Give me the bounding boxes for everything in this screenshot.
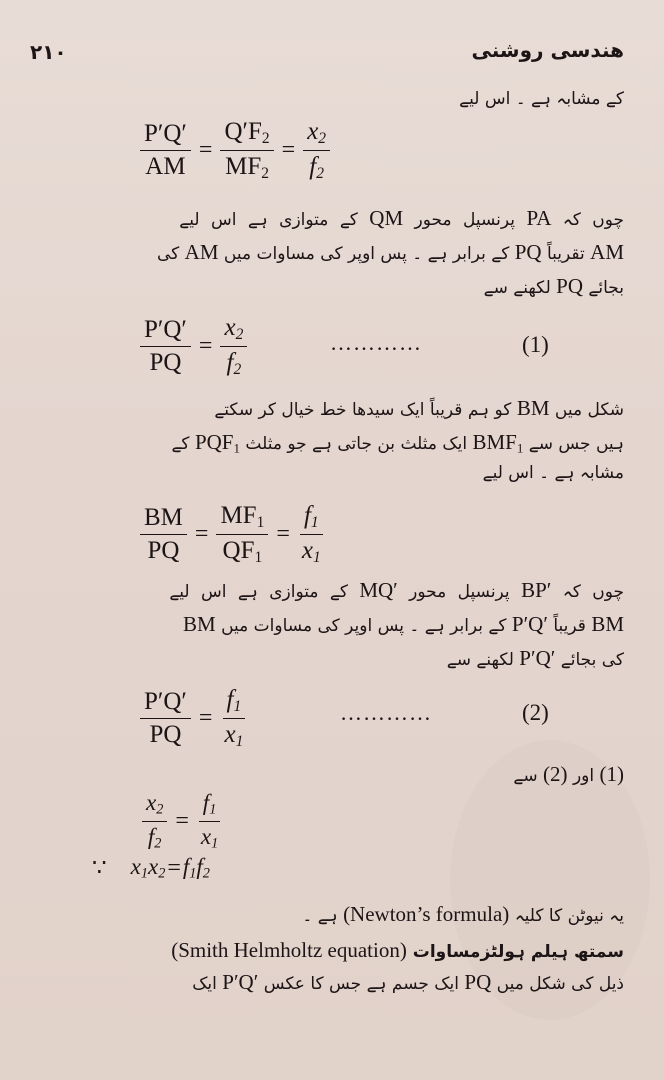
term-PpQp: P′Q′	[511, 612, 548, 636]
p2-b: کے برابر ہے ۔ پس اوپر کی مساوات میں	[223, 244, 510, 264]
term-BM-3: BM	[183, 612, 216, 636]
eq1-den2: MF	[225, 152, 262, 180]
eq4-num1: P′Q′	[140, 688, 191, 719]
text-line-4	[40, 274, 624, 299]
equation-4: $\frac{P'Q'}{PQ}$ = $\frac{f_1}{x_1}$	[140, 686, 247, 751]
p1-c: کے متوازی ہے اس لیے	[179, 210, 358, 230]
term-PQ: PQ	[514, 240, 542, 264]
p4-b: کو ہم قریباً ایک سیدھا خط خیال کر سکتے	[214, 400, 512, 420]
term-AM: AM	[590, 240, 624, 264]
equation-3: $\frac{BM}{PQ}$ = $\frac{MF_1}{QF_1}$ = $\frac{f_1}{x_1}$	[140, 502, 325, 567]
text-line-10	[40, 646, 624, 671]
eq3-num3: f	[303, 502, 311, 529]
p5-a: ہیں جس سے	[528, 434, 624, 454]
eq4-label: (2)	[522, 700, 549, 725]
term-BM-2: BM	[591, 612, 624, 636]
text-line-3	[40, 240, 624, 265]
term-one: (1)	[599, 762, 624, 786]
eq4-num2: f	[226, 686, 234, 713]
p5-c: کے	[171, 434, 190, 454]
eq2-num1: P′Q′	[140, 316, 191, 347]
term-BP: BP′	[521, 578, 552, 602]
p9-b: لکھنے سے	[446, 650, 514, 670]
text-line-6: ہیں جس سے $BMF_1$ ایک مثلث بن جاتی ہے جو مثلث $PQF_1$ کے	[171, 430, 624, 456]
p7-b: پرنسپل محور	[409, 582, 510, 602]
equation-2: $\frac{P'Q'}{PQ}$ = $\frac{x_2}{f_2}$	[140, 314, 247, 379]
text-line-7: مشابہ ہے ۔ اس لیے	[482, 463, 624, 483]
text-line-13	[40, 938, 624, 963]
p12-a: سمتھ ہیلم ہولٹزمساوات	[412, 942, 624, 962]
text-line-14	[40, 970, 624, 995]
eq6-rhs-a: f	[182, 854, 190, 879]
eq1-den1: AM	[145, 152, 186, 180]
p10-b: اور	[572, 766, 595, 786]
text-line-1: کے مشابہ ہے ۔ اس لیے	[459, 89, 624, 109]
eq2-num2: x	[224, 314, 236, 341]
p8-a: قریباً	[553, 616, 586, 636]
page-header-title: هندسی روشنی	[471, 38, 624, 62]
eq5-den2: x	[200, 823, 212, 849]
p11-b: ہے ۔	[302, 906, 338, 926]
eq2-den2: f	[226, 348, 234, 376]
term-two: (2)	[543, 762, 568, 786]
eq3-den3: x	[301, 536, 313, 564]
eq3-num1: BM	[140, 504, 187, 535]
term-PA: PA	[526, 206, 552, 230]
eq4-dots: …………	[340, 700, 432, 725]
p2-c: کی	[157, 244, 180, 264]
p13-a: ذیل کی شکل میں	[496, 974, 624, 994]
text-line-11	[40, 762, 624, 787]
p2-a: تقریباً	[546, 244, 585, 264]
term-smith: (Smith Helmholtz equation)	[171, 938, 407, 962]
p11-a: یہ نیوٹن کا کلیہ	[514, 906, 624, 926]
eq1-num1: P′Q′	[140, 120, 191, 151]
eq1-den3: f	[309, 152, 317, 180]
text-line-9	[40, 612, 624, 637]
term-PQ-2: PQ	[556, 274, 584, 298]
text-line-5	[40, 396, 624, 421]
eq6-lhs-a: x	[130, 854, 141, 879]
text-line-8	[40, 578, 624, 603]
term-PpQp-3: P′Q′	[222, 970, 259, 994]
eq2-den1: PQ	[149, 348, 182, 376]
eq5-num2: f	[202, 790, 210, 815]
equation-6: ∵ $x_1x_2$ = $f_1f_2$	[92, 854, 210, 882]
text-line-12	[40, 902, 624, 927]
term-MQ: MQ′	[359, 578, 398, 602]
term-BMF1: BMF	[472, 430, 517, 454]
eq5-den1: f	[147, 823, 155, 849]
p1-a: چوں کہ	[562, 210, 624, 230]
eq4-den1: PQ	[149, 720, 182, 748]
text-line-2	[40, 206, 624, 231]
equation-5: $\frac{x_2}{f_2}$ = $\frac{f_1}{x_1}$	[142, 790, 222, 852]
eq2-label: (1)	[522, 332, 549, 357]
eq3-num2: MF	[220, 502, 257, 529]
p3-a: بجائے	[588, 278, 624, 298]
eq3-den1: PQ	[147, 536, 180, 564]
p10-c: سے	[513, 766, 538, 786]
p13-c: ایک	[192, 974, 217, 994]
p5-b: ایک مثلث بن جاتی ہے جو مثلث	[245, 434, 468, 454]
eq6-lhs-b: x	[147, 854, 159, 879]
p1-b: پرنسپل محور	[414, 210, 516, 230]
eq5-num1: x	[146, 790, 157, 815]
p4-a: شکل میں	[554, 400, 624, 420]
p7-a: چوں کہ	[562, 582, 624, 602]
eq3-den2: QF	[222, 536, 255, 564]
term-AM-2: AM	[184, 240, 219, 264]
term-PpQp-2: P′Q′	[519, 646, 556, 670]
eq1-num3: x	[307, 118, 319, 145]
term-BM: BM	[516, 396, 550, 420]
eq6-rhs-b: f	[196, 854, 203, 879]
term-newton: (Newton’s formula)	[343, 902, 510, 926]
eq1-num2: Q′F	[224, 118, 262, 145]
p7-c: کے متوازی ہے اس لیے	[169, 582, 348, 602]
equation-1: $\frac{P'Q'}{AM}$ = $\frac{Q'F_2}{MF_2}$ = $\frac{x_2}{f_2}$	[140, 118, 330, 183]
p9-a: کی بجائے	[560, 650, 624, 670]
term-QM: QM	[369, 206, 404, 230]
since-symbol: ∵	[92, 855, 107, 881]
page-number: ۲۱۰	[30, 40, 67, 64]
p3-b: لکھنے سے	[483, 278, 551, 298]
p8-b: کے برابر ہے ۔ پس اوپر کی مساوات میں	[221, 616, 507, 636]
term-PQF1: PQF	[194, 430, 234, 454]
eq2-dots: …………	[330, 330, 422, 355]
eq4-den2: x	[224, 720, 236, 748]
term-PQ-3: PQ	[464, 970, 492, 994]
p13-b: ایک جسم ہے جس کا عکس	[263, 974, 459, 994]
